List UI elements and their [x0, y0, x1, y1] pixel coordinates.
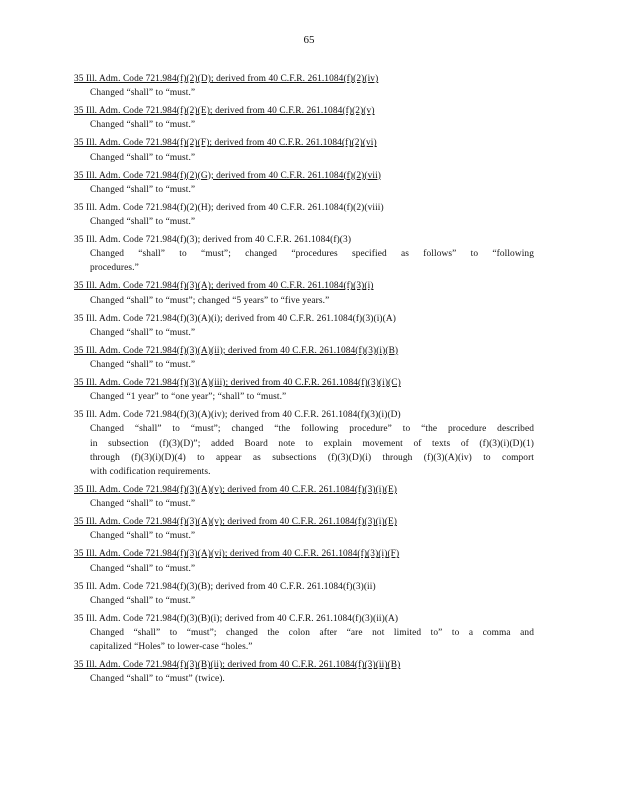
entry-citation: 35 Ill. Adm. Code 721.984(f)(3); derived from 40 C.F.R. 261.1084(f)(3) [74, 235, 352, 246]
derivation-entry [74, 312, 534, 340]
derivation-entry [74, 612, 534, 655]
derivation-entry [74, 547, 534, 575]
derivation-entry [74, 515, 534, 543]
entry-citation: 35 Ill. Adm. Code 721.984(f)(3)(A)(v); derived from 40 C.F.R. 261.1084(f)(3)(i)(E) [74, 517, 398, 528]
derivation-entry [74, 233, 534, 276]
entry-citation: 35 Ill. Adm. Code 721.984(f)(3)(B); derived from 40 C.F.R. 261.1084(f)(3)(ii) [74, 581, 376, 592]
entry-list [74, 72, 534, 690]
entry-change-note: Changed “shall” to “must”; changed the colon after “are not limited to” to a comma and [90, 628, 534, 639]
entry-change-note: Changed “shall” to “must.” [90, 499, 196, 510]
entry-change-note: procedures.” [90, 263, 139, 274]
entry-change-note: Changed “shall” to “must.” [90, 531, 196, 542]
entry-citation: 35 Ill. Adm. Code 721.984(f)(3)(A)(ii); derived from 40 C.F.R. 261.1084(f)(3)(i)(B) [74, 345, 399, 356]
entry-change-note: with codification requirements. [90, 467, 211, 478]
entry-citation: 35 Ill. Adm. Code 721.984(f)(3)(B)(ii); derived from 40 C.F.R. 261.1084(f)(3)(ii)(B) [74, 660, 401, 671]
entry-change-note: Changed “shall” to “must”; changed “5 years” to “five years.” [90, 295, 330, 306]
derivation-entry [74, 658, 534, 686]
derivation-entry [74, 279, 534, 307]
entry-citation: 35 Ill. Adm. Code 721.984(f)(2)(F); derived from 40 C.F.R. 261.1084(f)(2)(vi) [74, 138, 377, 149]
entry-citation: 35 Ill. Adm. Code 721.984(f)(3)(A)(i); derived from 40 C.F.R. 261.1084(f)(3)(i)(A) [74, 313, 396, 324]
page-number: 65 [303, 34, 315, 46]
entry-citation: 35 Ill. Adm. Code 721.984(f)(2)(D); derived from 40 C.F.R. 261.1084(f)(2)(iv) [74, 74, 379, 84]
entry-citation: 35 Ill. Adm. Code 721.984(f)(3)(A)(vi); derived from 40 C.F.R. 261.1084(f)(3)(i)(F) [74, 549, 400, 560]
entry-citation: 35 Ill. Adm. Code 721.984(f)(3)(A)(iv); derived from 40 C.F.R. 261.1084(f)(3)(i)(D) [74, 410, 401, 421]
entry-citation: 35 Ill. Adm. Code 721.984(f)(3)(A)(v); derived from 40 C.F.R. 261.1084(f)(3)(i)(E) [74, 485, 398, 496]
entry-change-note: Changed “shall” to “must.” [90, 184, 196, 195]
entry-citation: 35 Ill. Adm. Code 721.984(f)(3)(B)(i); derived from 40 C.F.R. 261.1084(f)(3)(ii)(A) [74, 613, 399, 624]
entry-change-note: in subsection (f)(3)(D)”; added Board note to explain movement of texts of (f)(3)(i)(D)(1) [90, 438, 534, 449]
derivation-entry [74, 201, 534, 229]
entry-change-note: Changed “shall” to “must” (twice). [90, 674, 225, 685]
entry-change-note: Changed “shall” to “must.” [90, 360, 196, 371]
entry-change-note: capitalized “Holes” to lower-case “holes.” [90, 642, 253, 653]
entry-change-note: Changed “shall” to “must.” [90, 327, 196, 338]
entry-change-note: Changed “shall” to “must.” [90, 88, 196, 99]
entry-citation: 35 Ill. Adm. Code 721.984(f)(3)(A); derived from 40 C.F.R. 261.1084(f)(3)(i) [74, 281, 374, 292]
entry-citation: 35 Ill. Adm. Code 721.984(f)(2)(H); derived from 40 C.F.R. 261.1084(f)(2)(viii) [74, 202, 384, 213]
derivation-entry [74, 376, 534, 404]
entry-change-note: Changed “shall” to “must.” [90, 595, 196, 606]
derivation-entry [74, 344, 534, 372]
derivation-entry [74, 136, 534, 164]
derivation-entry [74, 408, 534, 479]
derivation-entry [74, 169, 534, 197]
derivation-entry [74, 483, 534, 511]
entry-citation: 35 Ill. Adm. Code 721.984(f)(2)(E); derived from 40 C.F.R. 261.1084(f)(2)(v) [74, 106, 375, 117]
entry-citation: 35 Ill. Adm. Code 721.984(f)(2)(G); derived from 40 C.F.R. 261.1084(f)(2)(vii) [74, 170, 381, 181]
entry-citation: 35 Ill. Adm. Code 721.984(f)(3)(A)(iii); derived from 40 C.F.R. 261.1084(f)(3)(i)(C) [74, 378, 401, 389]
derivation-entry [74, 104, 534, 132]
entry-change-note: Changed “1 year” to “one year”; “shall” to “must.” [90, 392, 287, 403]
entry-change-note: Changed “shall” to “must.” [90, 120, 196, 131]
derivation-entry [74, 72, 534, 100]
entry-change-note: Changed “shall” to “must”; changed “the following procedure” to “the procedure described [90, 424, 534, 435]
entry-change-note: Changed “shall” to “must.” [90, 217, 196, 228]
derivation-entry [74, 580, 534, 608]
entry-change-note: Changed “shall” to “must”; changed “procedures specified as follows” to “following [90, 249, 534, 260]
entry-change-note: Changed “shall” to “must.” [90, 563, 196, 574]
entry-change-note: Changed “shall” to “must.” [90, 152, 196, 163]
entry-change-note: through (f)(3)(i)(D)(4) to appear as subsections (f)(3)(D)(i) through (f)(3)(A)(iv) to comport [90, 452, 534, 463]
